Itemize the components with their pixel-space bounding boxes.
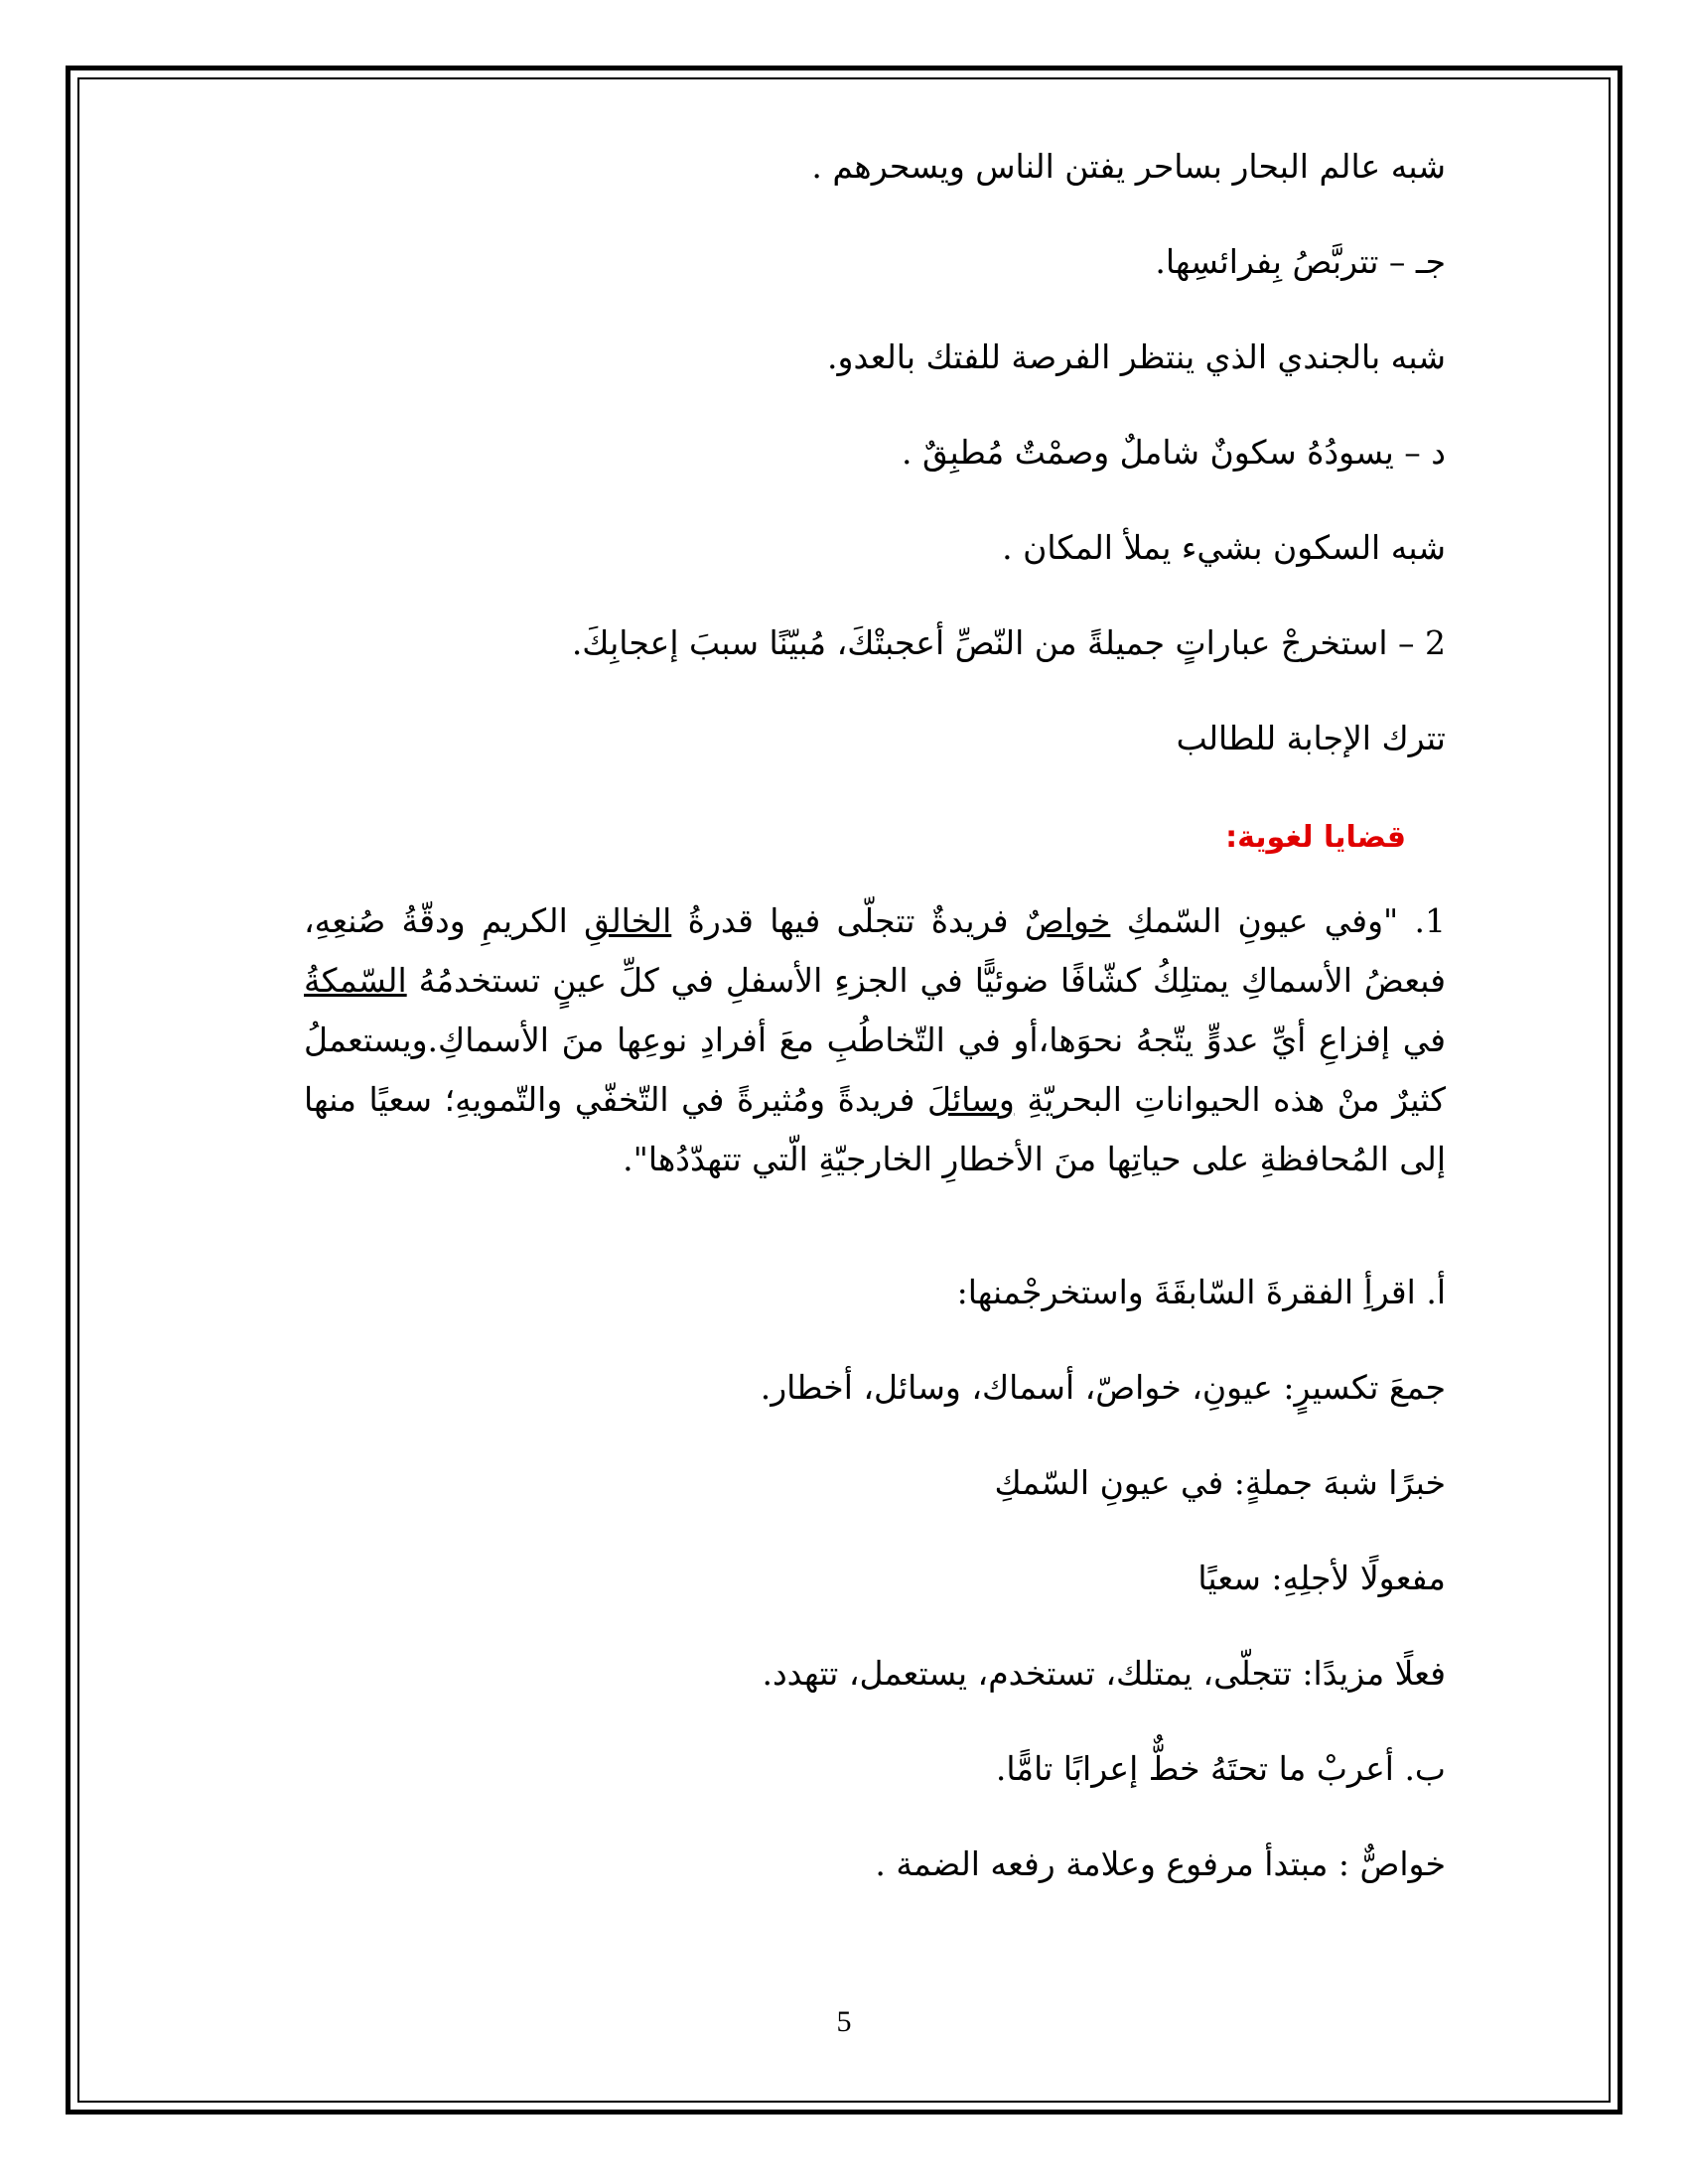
answer-line: جمعَ تكسيرٍ: عيونِ، خواصّ، أسماك، وسائل، أخطار. (760, 1368, 1446, 1407)
passage-paragraph (304, 891, 1446, 1189)
answer-line: خبرًا شبهَ جملةٍ: في عيونِ السّمكِ (994, 1463, 1446, 1502)
text-line: د – يسودُهُ سكونٌ شاملٌ وصمْتٌ مُطبِقٌ . (902, 433, 1446, 472)
answer-line: خواصٌّ : مبتدأ مرفوع وعلامة رفعه الضمة . (875, 1844, 1446, 1883)
text-line: شبه بالجندي الذي ينتظر الفرصة للفتك بالعدو. (827, 338, 1446, 376)
text-line: جـ – تتربَّصُ بِفرائسِها. (1155, 242, 1446, 281)
passage-text: في إفزاعِ أيِّ عدوٍّ يتّجهُ نحوَها،أو في التّخاطُبِ معَ أفرادِ نوعِها منَ الأسماكِ.ويستعملُ كثيرٌ منْ هذه الحيواناتِ البحريّةِ (304, 1021, 1446, 1119)
passage-number: 1. (1414, 901, 1447, 940)
answer-line: فعلًا مزيدًا: تتجلّى، يمتلك، تستخدم، يستعمل، تتهدد. (762, 1654, 1446, 1693)
section-heading: قضايا لغوية: (1225, 820, 1406, 855)
answer-line: ب. أعربْ ما تحتَهُ خطٌّ إعرابًا تامًّا. (995, 1749, 1446, 1788)
underlined-word: الخالقِ (584, 901, 672, 940)
text-line: تترك الإجابة للطالب (1176, 719, 1446, 757)
page-number: 5 (836, 2005, 852, 2038)
answer-line: مفعولًا لأجلِهِ: سعيًا (1197, 1559, 1446, 1597)
underlined-word: خواصٌ (1024, 901, 1111, 940)
passage-text: فريدةً ومُثيرةً في التّخفّي والتّمويهِ؛ سعيًا منها إلى المُحافظةِ على حياتِها منَ الأخطارِ الخارجيّةِ الّتي تتهدّدُها". (304, 1080, 1446, 1178)
text-line: شبه عالم البحار بساحر يفتن الناس ويسحرهم . (811, 147, 1446, 186)
text-line: شبه السكون بشيء يملأ المكان . (1002, 528, 1446, 567)
passage-text: "وفي عيونِ السّمكِ (1126, 901, 1399, 940)
underlined-word: وسائلَ (926, 1080, 1015, 1119)
question-line: 2 – استخرجْ عباراتٍ جميلةً من النّصِّ أعجبتْكَ، مُبيّنًا سببَ إعجابِكَ. (571, 623, 1446, 662)
passage-text: الكريمِ ودقّةُ صُنعِهِ، فبعضُ الأسماكِ يمتلِكُ كشّافًا ضوئيًّا في الجزءِ الأسفلِ في كلِّ عينٍ تستخدمُهُ (304, 901, 1446, 1000)
passage-text: فريدةٌ تتجلّى فيها قدرةُ (687, 901, 1009, 940)
underlined-word: السّمكةُ (304, 961, 407, 1000)
answer-line: أ. اقرأِ الفقرةَ السّابقَةَ واستخرجْمنها: (956, 1273, 1446, 1311)
